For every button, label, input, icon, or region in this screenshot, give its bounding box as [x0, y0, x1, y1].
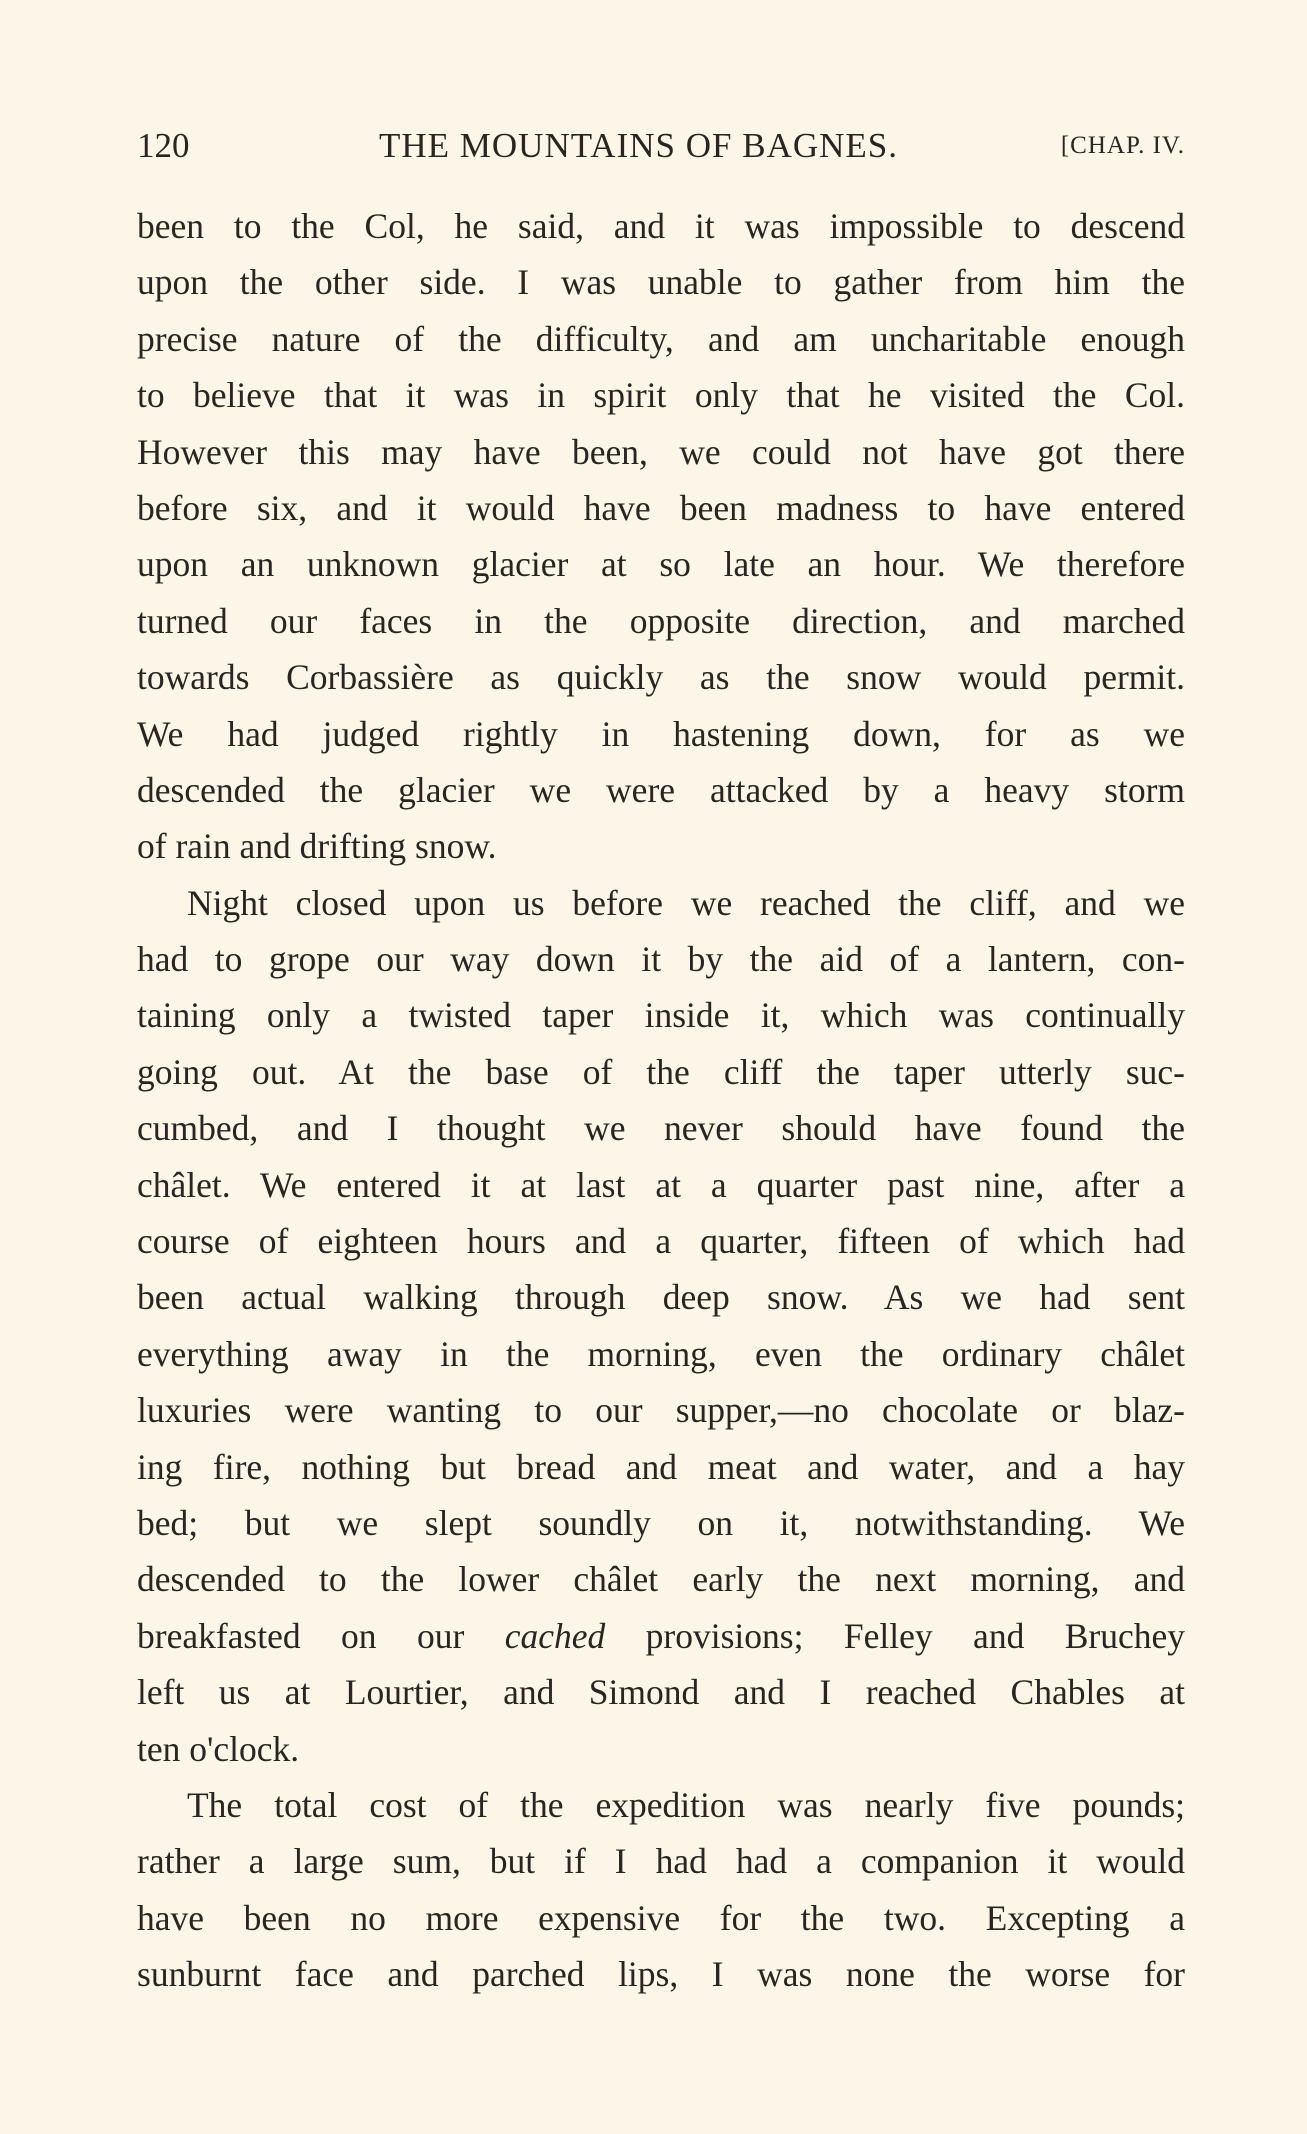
text-line: luxuries were wanting to our supper,—no chocolate or blaz-	[137, 1390, 1185, 1431]
text-segment: provisions; Felley and Bruchey	[605, 1615, 1186, 1656]
text-line: course of eighteen hours and a quarter, fifteen of which had	[137, 1221, 1185, 1262]
text-line: left us at Lourtier, and Simond and I reached Chables at	[137, 1672, 1185, 1713]
text-line: turned our faces in the opposite direction, and marched	[137, 600, 1185, 641]
text-line: Night closed upon us before we reached the cliff, and we	[187, 882, 1185, 923]
text-line: before six, and it would have been madness to have entered	[137, 487, 1185, 528]
text-line: had to grope our way down it by the aid of a lantern, con-	[137, 939, 1185, 980]
italic-word: cached	[504, 1615, 606, 1656]
text-line: going out. At the base of the cliff the taper utterly suc-	[137, 1051, 1185, 1092]
running-head	[137, 126, 1185, 166]
text-line: rather a large sum, but if I had had a companion it would	[137, 1841, 1185, 1882]
text-line: descended the glacier we were attacked by a heavy storm	[137, 769, 1185, 810]
text-line: However this may have been, we could not have got there	[137, 431, 1185, 472]
text-line	[137, 1608, 1185, 1664]
text-line: have been no more expensive for the two. Excepting a	[137, 1897, 1185, 1938]
text-line: towards Corbassière as quickly as the snow would permit.	[137, 657, 1185, 698]
text-line: cumbed, and I thought we never should have found the	[137, 1108, 1185, 1149]
text-line: bed; but we slept soundly on it, notwithstanding. We	[137, 1502, 1185, 1543]
text-line: sunburnt face and parched lips, I was none the worse for	[137, 1954, 1185, 1995]
paragraph-2	[137, 875, 1185, 1777]
text-line: châlet. We entered it at last at a quarter past nine, after a	[137, 1164, 1185, 1205]
text-line: taining only a twisted taper inside it, which was continually	[137, 995, 1185, 1036]
text-line: The total cost of the expedition was nearly five pounds;	[187, 1784, 1185, 1825]
paragraph-1	[137, 198, 1185, 875]
text-line: ing fire, nothing but bread and meat and water, and a hay	[137, 1446, 1185, 1487]
text-line: upon an unknown glacier at so late an hour. We therefore	[137, 544, 1185, 585]
text-line: to believe that it was in spirit only that he visited the Col.	[137, 375, 1185, 416]
chapter-reference: [CHAP. IV.	[1060, 132, 1185, 159]
text-line: descended to the lower châlet early the next morning, and	[137, 1559, 1185, 1600]
paragraph-3	[137, 1777, 1185, 2003]
text-line: been to the Col, he said, and it was impossible to descend	[137, 206, 1185, 246]
text-line: upon the other side. I was unable to gather from him the	[137, 262, 1185, 303]
running-title: THE MOUNTAINS OF BAGNES.	[379, 126, 898, 165]
text-line: of rain and drifting snow.	[137, 826, 497, 867]
page-number: 120	[137, 126, 190, 165]
text-line: been actual walking through deep snow. As we had sent	[137, 1277, 1185, 1318]
body-text	[137, 198, 1185, 2003]
text-line: everything away in the morning, even the ordinary châlet	[137, 1333, 1185, 1374]
text-line: ten o'clock.	[137, 1728, 300, 1769]
text-line: precise nature of the difficulty, and am uncharitable enough	[137, 318, 1185, 359]
text-segment: breakfasted on our	[137, 1615, 505, 1656]
text-line: We had judged rightly in hastening down, for as we	[137, 713, 1185, 754]
